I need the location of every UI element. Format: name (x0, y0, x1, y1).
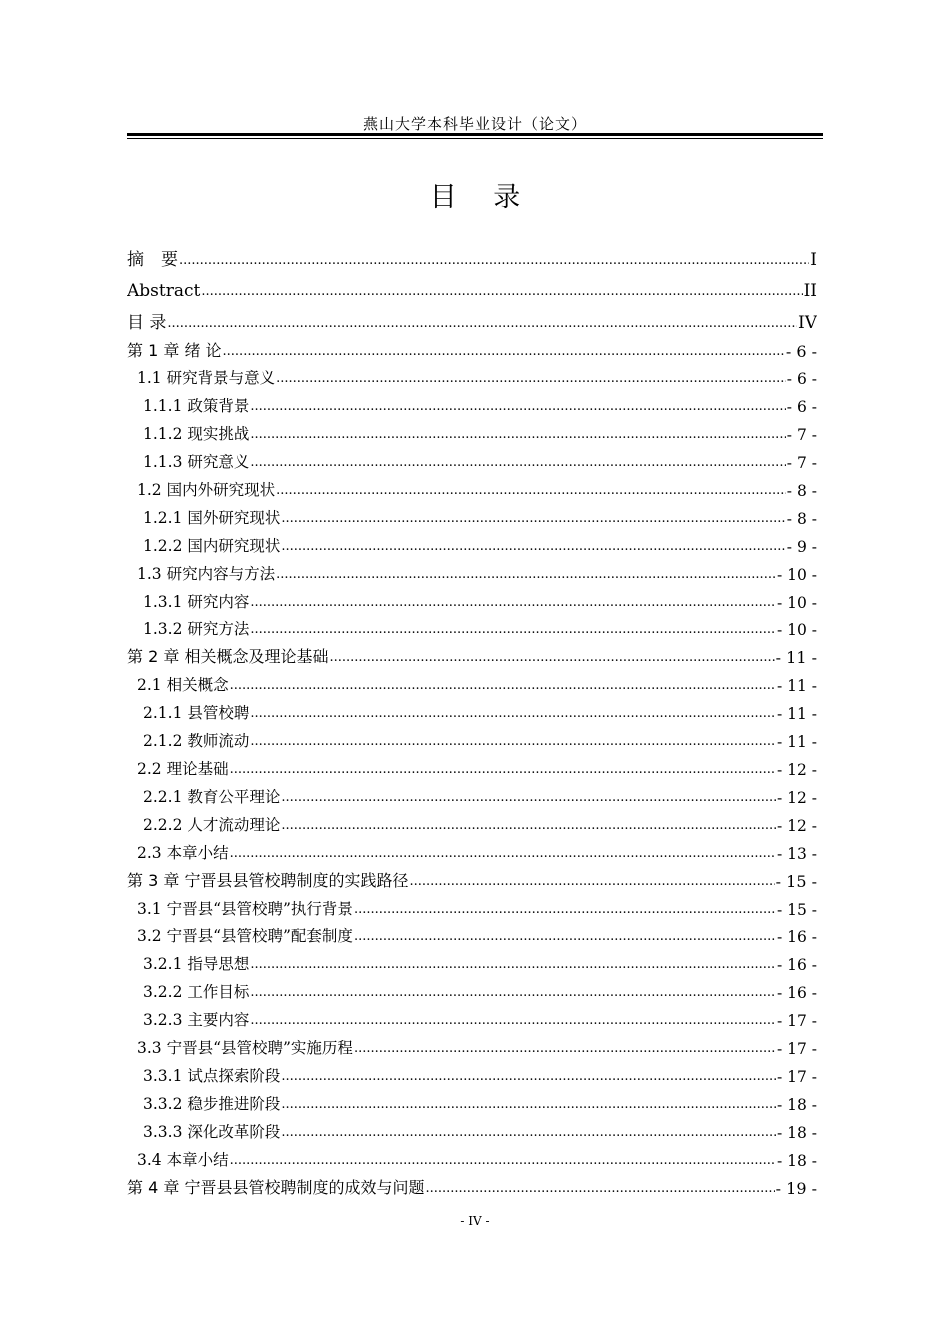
toc-entry-page: - 9 - (786, 537, 817, 556)
toc-leader-dots (179, 254, 809, 270)
toc-entry-page: - 11 - (776, 705, 817, 724)
toc-leader-dots (354, 930, 776, 946)
toc-entry-label: 2.2 理论基础 (137, 759, 229, 778)
table-of-contents (127, 238, 817, 1198)
toc-entry-label: 2.1.1 县管校聘 (143, 704, 250, 723)
toc-entry[interactable] (127, 556, 817, 584)
toc-leader-dots (250, 623, 776, 639)
toc-entry-label: 1.3.1 研究内容 (143, 592, 250, 611)
toc-entry-page: - 15 - (776, 900, 817, 919)
toc-entry-page: - 13 - (776, 844, 817, 863)
toc-entry[interactable] (127, 444, 817, 472)
header-rule-thin (127, 138, 823, 139)
toc-entry-page: - 11 - (776, 733, 817, 752)
toc-entry-page: - 16 - (776, 956, 817, 975)
toc-entry-label: 3.3.1 试点探索阶段 (143, 1066, 281, 1085)
toc-entry-page: - 8 - (786, 481, 817, 500)
toc-entry[interactable] (127, 1114, 817, 1142)
toc-entry[interactable] (127, 891, 817, 919)
toc-entry-page: I (810, 249, 817, 270)
toc-entry[interactable] (127, 751, 817, 779)
toc-leader-dots (250, 958, 776, 974)
toc-entry-page: - 18 - (776, 1151, 817, 1170)
toc-entry[interactable] (127, 584, 817, 612)
toc-leader-dots (223, 345, 785, 361)
toc-entry-label: 第 4 章 宁晋县县管校聘制度的成效与问题 (127, 1177, 425, 1197)
toc-entry-label: 目 录 (127, 312, 167, 333)
toc-leader-dots (425, 1182, 774, 1198)
toc-entry-page: - 15 - (775, 871, 817, 891)
toc-entry-label: 3.1 宁晋县“县管校聘”执行背景 (137, 899, 353, 918)
toc-entry[interactable] (127, 779, 817, 807)
toc-entry-label: 1.2 国内外研究现状 (137, 480, 276, 499)
toc-entry-page: - 12 - (776, 788, 817, 807)
toc-entry-label: 3.2.3 主要内容 (143, 1011, 250, 1030)
toc-entry-page: - 6 - (786, 398, 817, 417)
header-rule-thick (127, 133, 823, 136)
toc-leader-dots (281, 791, 776, 807)
toc-leader-dots (250, 596, 776, 612)
toc-entry-label: 3.2 宁晋县“县管校聘”配套制度 (137, 927, 353, 946)
toc-entry[interactable] (127, 723, 817, 751)
toc-entry-label: 第 3 章 宁晋县县管校聘制度的实践路径 (127, 870, 409, 890)
toc-leader-dots (276, 568, 776, 584)
toc-entry[interactable] (127, 946, 817, 974)
toc-entry[interactable] (127, 500, 817, 528)
toc-entry-label: 第 2 章 相关概念及理论基础 (127, 647, 329, 667)
toc-entry[interactable] (127, 1002, 817, 1030)
toc-entry-label: 3.2.2 工作目标 (143, 983, 250, 1002)
toc-entry[interactable] (127, 612, 817, 640)
toc-entry-page: - 19 - (775, 1178, 817, 1198)
toc-entry-label: 3.3.2 稳步推进阶段 (143, 1094, 281, 1113)
toc-entry-page: - 7 - (786, 454, 817, 473)
toc-leader-dots (167, 317, 797, 333)
toc-entry-page: - 6 - (786, 370, 817, 389)
toc-entry[interactable] (127, 361, 817, 389)
toc-entry-label: 2.2.1 教育公平理论 (143, 787, 281, 806)
toc-entry[interactable] (127, 388, 817, 416)
toc-entry[interactable] (127, 667, 817, 695)
toc-leader-dots (250, 400, 785, 416)
toc-leader-dots (230, 679, 776, 695)
toc-entry-label: 1.2.2 国内研究现状 (143, 536, 281, 555)
toc-leader-dots (250, 735, 776, 751)
toc-leader-dots (230, 1154, 776, 1170)
toc-entry-page: - 10 - (776, 621, 817, 640)
toc-entry-label: 1.1.3 研究意义 (143, 453, 250, 472)
toc-entry-page: - 18 - (776, 1095, 817, 1114)
toc-leader-dots (250, 456, 785, 472)
toc-leader-dots (230, 763, 776, 779)
toc-leader-dots (354, 903, 776, 919)
toc-entry[interactable] (127, 528, 817, 556)
toc-entry-page: - 12 - (776, 760, 817, 779)
toc-entry[interactable] (127, 1030, 817, 1058)
toc-entry-label: 2.1.2 教师流动 (143, 732, 250, 751)
toc-entry-page: IV (798, 312, 817, 333)
toc-entry-page: - 17 - (776, 1012, 817, 1031)
toc-leader-dots (230, 847, 776, 863)
toc-leader-dots (250, 428, 785, 444)
toc-entry-page: - 11 - (776, 677, 817, 696)
toc-entry[interactable] (127, 1170, 817, 1198)
page-number: - IV - (460, 1214, 490, 1228)
toc-entry[interactable] (127, 695, 817, 723)
toc-entry-label: 3.2.1 指导思想 (143, 955, 250, 974)
toc-entry-page: - 16 - (776, 984, 817, 1003)
toc-leader-dots (250, 986, 776, 1002)
toc-entry[interactable] (127, 301, 817, 333)
toc-entry[interactable] (127, 807, 817, 835)
toc-entry-page: - 8 - (786, 509, 817, 528)
toc-leader-dots (201, 285, 802, 301)
toc-entry-label: Abstract (127, 281, 201, 301)
toc-entry-page: - 10 - (776, 593, 817, 612)
toc-entry[interactable] (127, 974, 817, 1002)
toc-entry[interactable] (127, 333, 817, 361)
toc-entry-label: 3.4 本章小结 (137, 1150, 229, 1169)
toc-leader-dots (281, 1126, 776, 1142)
toc-entry-label: 2.1 相关概念 (137, 676, 229, 695)
toc-entry-page: - 12 - (776, 816, 817, 835)
toc-entry-label: 3.3 宁晋县“县管校聘”实施历程 (137, 1038, 353, 1057)
toc-entry-page: - 17 - (776, 1067, 817, 1086)
toc-entry[interactable] (127, 472, 817, 500)
toc-leader-dots (409, 875, 774, 891)
toc-entry-page: - 6 - (785, 341, 817, 361)
toc-leader-dots (354, 1042, 776, 1058)
toc-entry-page: - 16 - (776, 928, 817, 947)
toc-entry-label: 1.2.1 国外研究现状 (143, 508, 281, 527)
toc-entry[interactable] (127, 1142, 817, 1170)
toc-entry-label: 1.3.2 研究方法 (143, 620, 250, 639)
toc-entry[interactable] (127, 238, 817, 270)
toc-entry-page: - 7 - (786, 426, 817, 445)
toc-leader-dots (281, 512, 785, 528)
toc-leader-dots (281, 540, 785, 556)
toc-entry-label: 1.1.2 现实挑战 (143, 425, 250, 444)
toc-entry[interactable] (127, 919, 817, 947)
toc-leader-dots (276, 484, 786, 500)
toc-entry-label: 1.1.1 政策背景 (143, 397, 250, 416)
toc-leader-dots (276, 372, 786, 388)
toc-leader-dots (281, 1098, 776, 1114)
toc-entry-label: 1.3 研究内容与方法 (137, 564, 276, 583)
toc-entry[interactable] (127, 416, 817, 444)
toc-leader-dots (281, 819, 776, 835)
running-header: 燕山大学本科毕业设计（论文） (362, 115, 587, 133)
toc-entry-label: 第 1 章 绪 论 (127, 340, 222, 360)
toc-entry-page: - 17 - (776, 1039, 817, 1058)
toc-title: 目 录 (429, 182, 535, 213)
toc-entry-label: 1.1 研究背景与意义 (137, 369, 276, 388)
toc-entry-page: - 11 - (775, 648, 817, 668)
toc-leader-dots (250, 707, 776, 723)
toc-entry-page: - 18 - (776, 1123, 817, 1142)
toc-entry[interactable] (127, 1086, 817, 1114)
toc-entry[interactable] (127, 835, 817, 863)
toc-entry-page: - 10 - (776, 565, 817, 584)
toc-entry-label: 摘 要 (127, 249, 178, 270)
toc-leader-dots (281, 1070, 776, 1086)
toc-entry[interactable] (127, 1058, 817, 1086)
toc-entry[interactable] (127, 639, 817, 667)
toc-entry[interactable] (127, 863, 817, 891)
toc-entry[interactable] (127, 270, 817, 302)
toc-leader-dots (250, 1014, 776, 1030)
toc-entry-label: 2.2.2 人才流动理论 (143, 815, 281, 834)
toc-entry-label: 2.3 本章小结 (137, 843, 229, 862)
toc-entry-page: II (803, 281, 817, 301)
toc-entry-label: 3.3.3 深化改革阶段 (143, 1122, 281, 1141)
toc-leader-dots (329, 651, 774, 667)
